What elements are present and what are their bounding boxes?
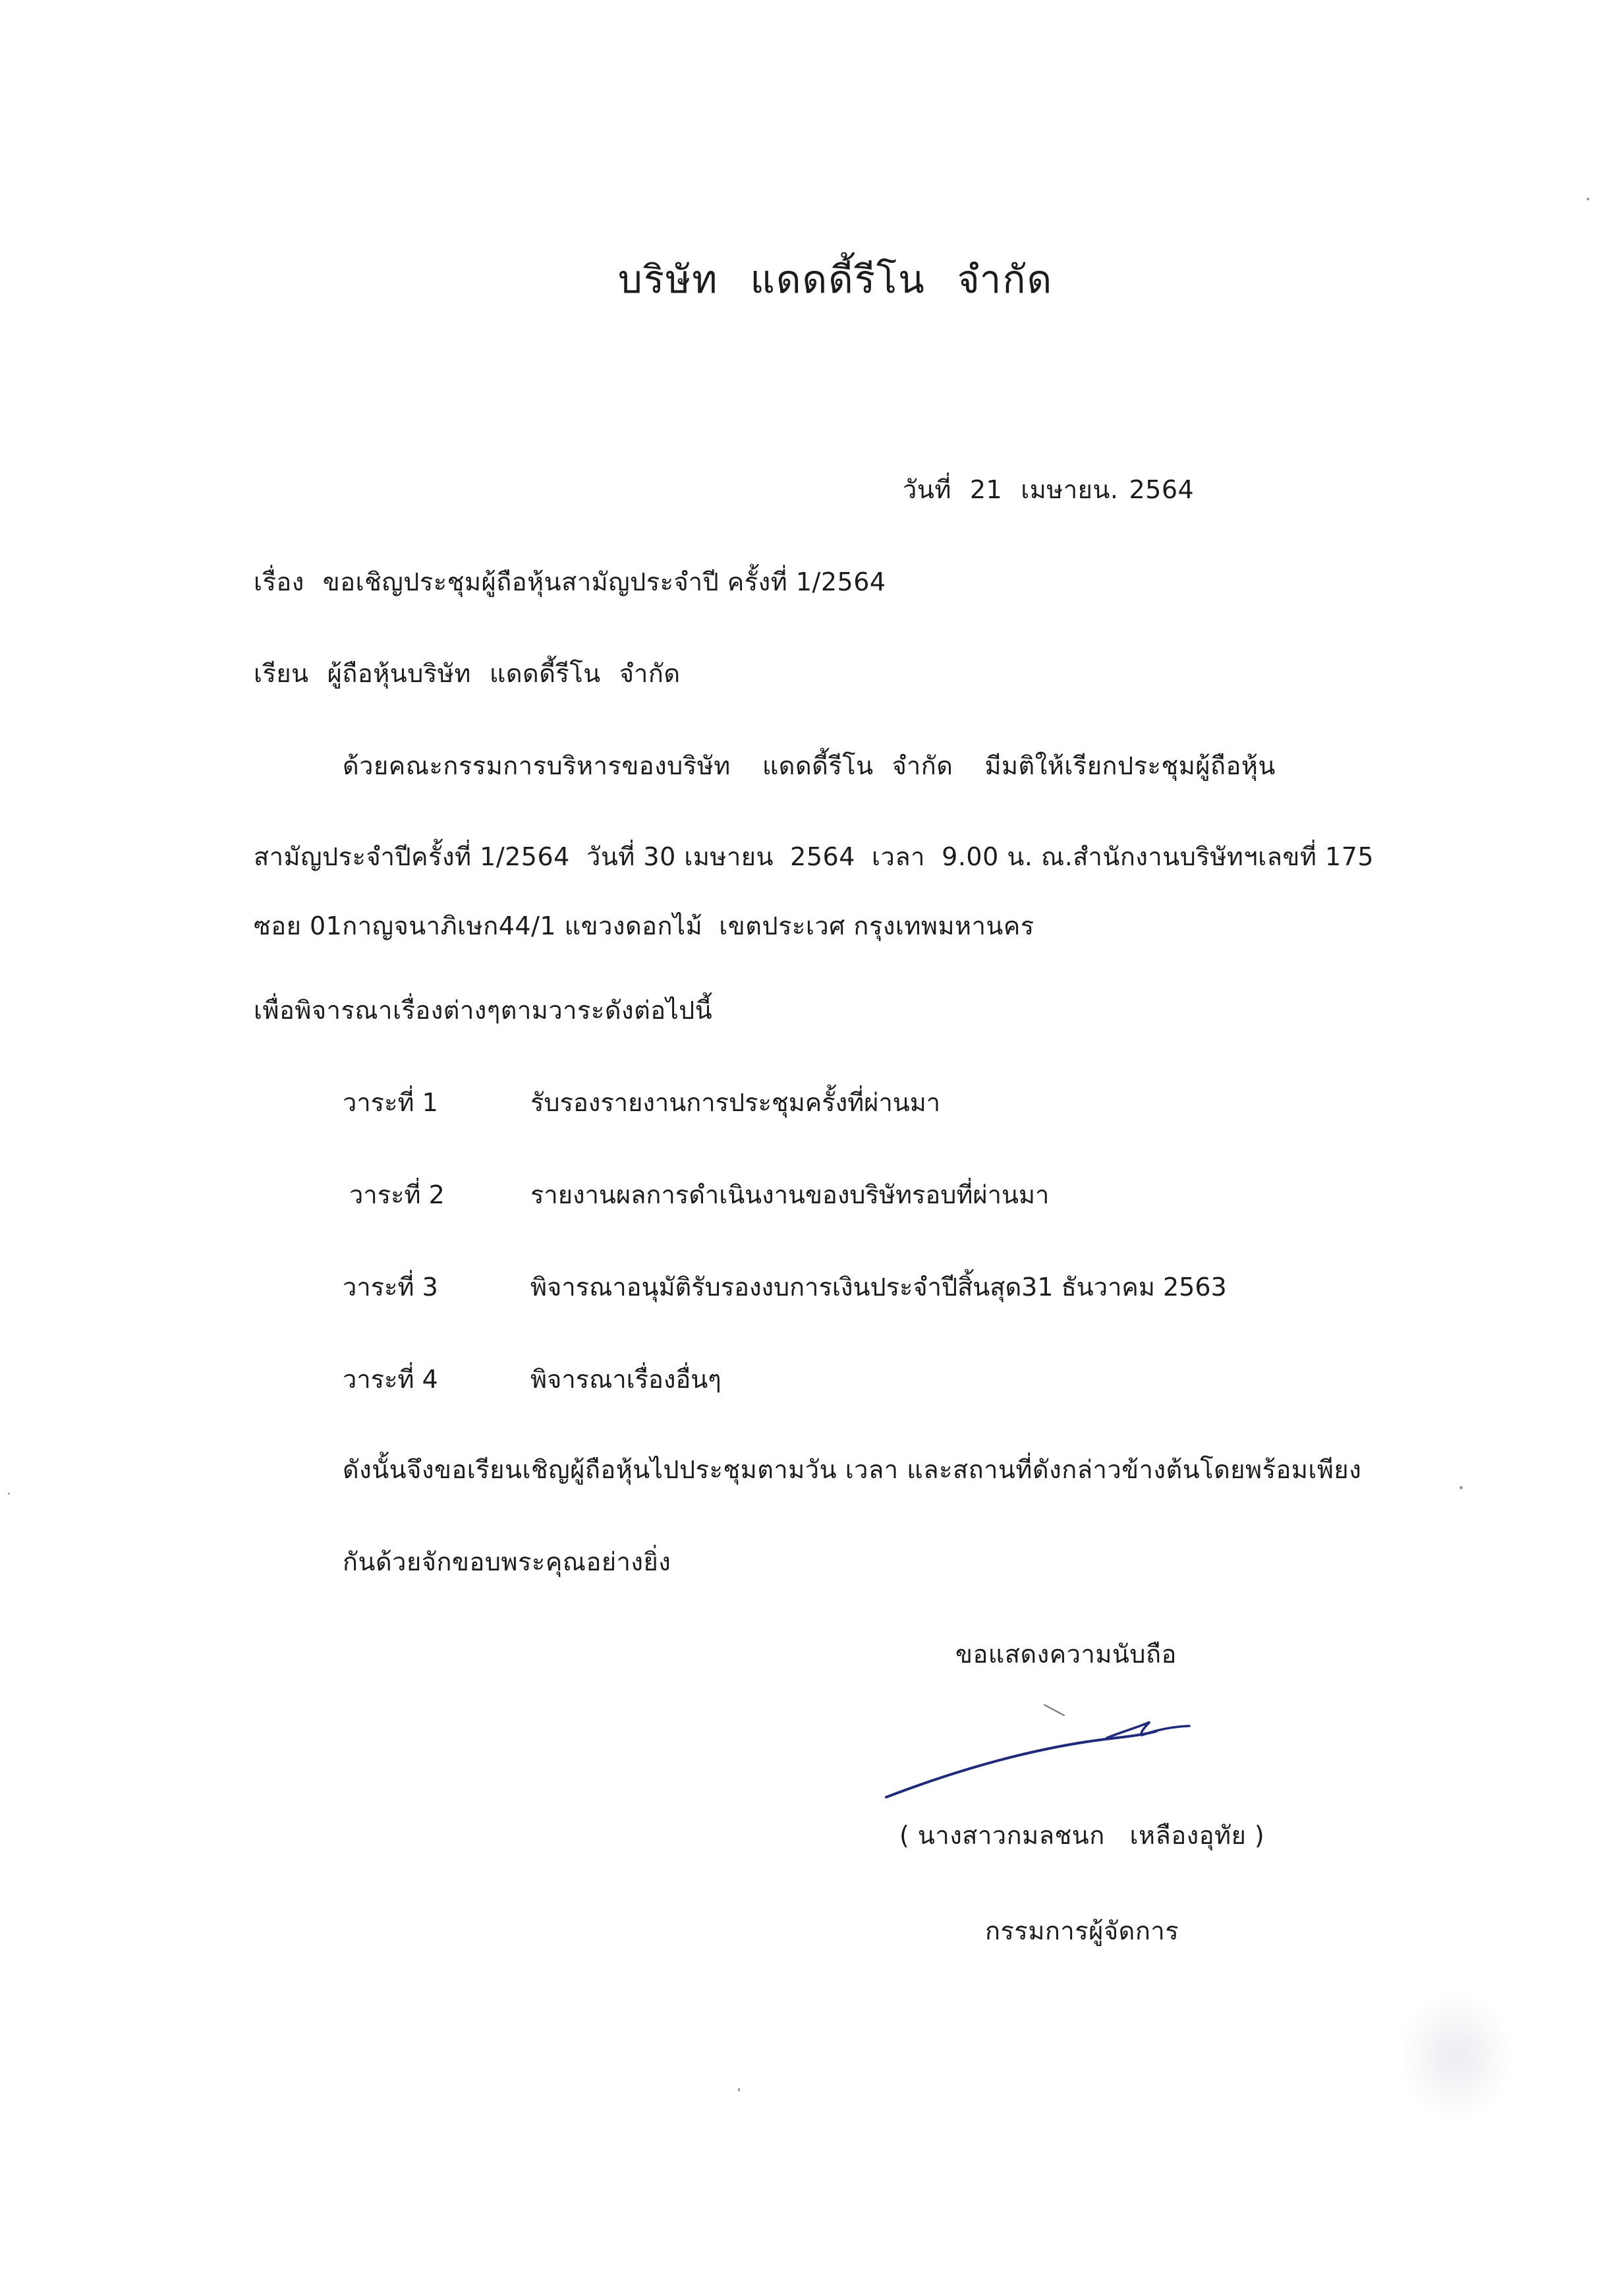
scan-speck (8, 1493, 10, 1495)
agenda-label-1: วาระที่ 1 (343, 1088, 438, 1117)
company-title-part3: จำกัด (957, 257, 1054, 302)
signature-mark (880, 1697, 1249, 1809)
scan-speck (1459, 1486, 1463, 1489)
body-line-4: เพื่อพิจารณาเรื่องต่างๆตามวาระดังต่อไปนี้ (254, 996, 713, 1025)
agenda-label-2: วาระที่ 2 (349, 1180, 445, 1209)
body-line-1-a: ด้วยคณะกรรมการบริหารของบริษัท (343, 751, 731, 780)
body-line-2: สามัญประจำปีครั้งที่ 1/2564 วันที่ 30 เมษายน 2564 เวลา 9.00 น. ณ.สำนักงานบริษัทฯเลขที่ 175 (254, 842, 1374, 871)
signer-position: กรรมการผู้จัดการ (985, 1916, 1179, 1945)
closing-line-2: กันด้วยจักขอบพระคุณอย่างยิ่ง (343, 1547, 671, 1576)
document-date (903, 473, 1194, 506)
closing-line-1: ดังนั้นจึงขอเรียนเชิญผู้ถือหุ้นไปประชุมตามวัน เวลา และสถานที่ดังกล่าวข้างต้นโดยพร้อมเพียง (343, 1455, 1362, 1484)
agenda-label-4: วาระที่ 4 (343, 1365, 438, 1394)
subject-label: เรื่อง (254, 567, 304, 596)
recipient-text3: จำกัด (619, 659, 681, 688)
agenda-text-1: รับรองรายงานการประชุมครั้งที่ผ่านมา (530, 1088, 941, 1117)
scan-smudge (1397, 1990, 1515, 2122)
recipient-label: เรียน (254, 659, 309, 688)
agenda-text-4: พิจารณาเรื่องอื่นๆ (530, 1365, 722, 1394)
company-title (618, 256, 1053, 303)
date-day: 21 (969, 475, 1003, 504)
body-line-1 (343, 749, 1276, 782)
scan-speck (1587, 198, 1589, 200)
regards-text: ขอแสดงความนับถือ (955, 1640, 1177, 1669)
company-title-part2: แดดดี้รีโน (750, 257, 926, 302)
signer-name: ( นางสาวกมลชนก เหลืองอุทัย ) (899, 1821, 1265, 1850)
recipient-line (254, 657, 681, 690)
body-line-1-c: จำกัด (891, 751, 953, 780)
date-month: เมษายน. (1021, 475, 1119, 504)
recipient-text1: ผู้ถือหุ้นบริษัท (327, 659, 471, 688)
agenda-label-3: วาระที่ 3 (343, 1273, 438, 1302)
date-label: วันที่ (903, 475, 951, 504)
agenda-text-3: พิจารณาอนุมัติรับรองงบการเงินประจำปีสิ้นสุด31 ธันวาคม 2563 (530, 1273, 1227, 1302)
body-line-1-b: แดดดี้รีโน (762, 751, 874, 780)
subject-text: ขอเชิญประชุมผู้ถือหุ้นสามัญประจำปี ครั้งที่ 1/2564 (322, 567, 886, 596)
body-line-1-d: มีมติให้เรียกประชุมผู้ถือหุ้น (984, 751, 1276, 780)
agenda-text-2: รายงานผลการดำเนินงานของบริษัทรอบที่ผ่านมา (530, 1180, 1050, 1209)
body-line-3: ซอย 01กาญจนาภิเษก44/1 แขวงดอกไม้ เขตประเวศ กรุงเทพมหานคร (254, 911, 1034, 940)
company-title-part1: บริษัท (618, 257, 719, 302)
subject-line (254, 565, 886, 598)
date-year: 2564 (1129, 475, 1195, 504)
scan-speck (738, 2088, 740, 2092)
recipient-text2: แดดดี้รีโน (489, 659, 601, 688)
